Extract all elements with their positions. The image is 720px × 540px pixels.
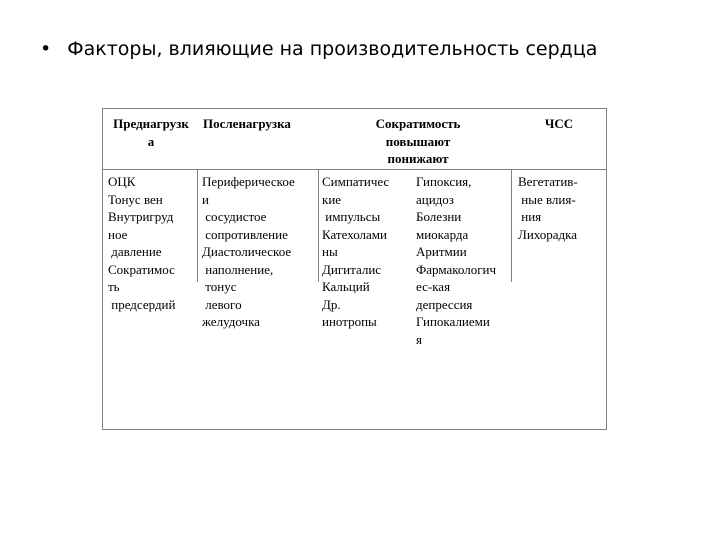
column-contractility-decrease: Гипоксия, ацидоз Болезни миокарда Аритмии Фармакологич ес-кая депрессия Гипокалиеми я [416,174,497,347]
header-afterload: Посленагрузка [203,116,291,131]
slide-title-text: Факторы, влияющие на производительность сердца [67,38,598,60]
column-divider [197,170,198,282]
header-heart-rate: ЧСС [544,116,574,131]
header-contractility: Сократимость повышают понижают [375,116,461,166]
column-afterload-factors: Периферическое и сосудистое сопротивление Диастолическое наполнение, тонус левого желудочка [202,174,295,329]
column-preload-factors: ОЦК Тонус вен Внутригруд ное давление Сократимос ть предсердий [108,174,176,312]
column-contractility-increase: Симпатичес кие импульсы Катехолами ны Дигиталис Кальций Др. инотропы [322,174,390,329]
column-divider [318,170,319,282]
header-preload: Преднагрузк а [113,116,189,149]
bullet-icon: • [40,38,52,60]
column-divider [511,170,512,282]
column-heart-rate-factors: Вегетатив- ные влия- ния Лихорадка [518,174,578,242]
slide-title [40,38,597,60]
table-header-row [103,109,606,170]
factors-table [102,108,607,430]
